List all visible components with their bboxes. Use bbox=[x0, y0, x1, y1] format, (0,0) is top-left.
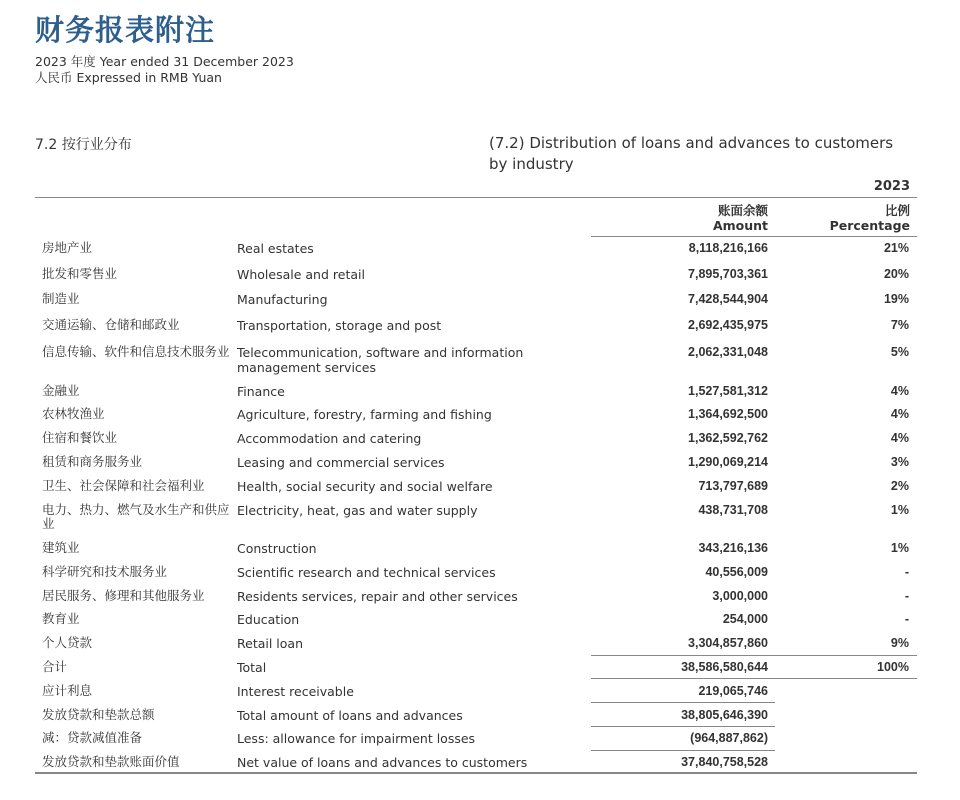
row-industry-cn: 制造业 bbox=[42, 291, 80, 306]
row-percentage: - bbox=[904, 589, 909, 603]
row-industry-cn: 合计 bbox=[42, 659, 68, 674]
currency-subtitle: 人民币 Expressed in RMB Yuan bbox=[35, 70, 222, 85]
row-industry-en: Finance bbox=[237, 384, 285, 399]
row-amount: 2,692,435,975 bbox=[688, 318, 768, 332]
row-industry-cn: 电力、热力、燃气及水生产和供应业 bbox=[42, 502, 230, 531]
amount-header-en: Amount bbox=[712, 218, 768, 233]
row-industry-cn: 发放贷款和垫款账面价值 bbox=[42, 754, 180, 769]
section-heading-en: (7.2) Distribution of loans and advances to customers by industry bbox=[489, 134, 894, 173]
table-top-rule bbox=[35, 197, 917, 198]
row-amount: 1,364,692,500 bbox=[688, 407, 768, 421]
row-industry-en: Manufacturing bbox=[237, 292, 328, 307]
row-percentage: 7% bbox=[890, 318, 909, 332]
row-industry-en: Residents services, repair and other services bbox=[237, 589, 518, 604]
row-amount: 1,362,592,762 bbox=[688, 431, 768, 445]
row-industry-cn: 卫生、社会保障和社会福利业 bbox=[42, 478, 205, 493]
total-top-rule bbox=[591, 655, 917, 656]
row-amount: 254,000 bbox=[722, 612, 768, 626]
row-industry-cn: 居民服务、修理和其他服务业 bbox=[42, 588, 205, 603]
row-amount: 38,805,646,390 bbox=[681, 708, 768, 722]
row-percentage: 3% bbox=[890, 455, 909, 469]
row-amount: 3,304,857,860 bbox=[688, 636, 768, 650]
row-industry-en: Transportation, storage and post bbox=[237, 318, 442, 333]
row-industry-cn: 农林牧渔业 bbox=[42, 406, 105, 421]
table-bottom-rule bbox=[35, 772, 917, 774]
row-industry-cn: 房地产业 bbox=[42, 240, 93, 255]
row-industry-en: Retail loan bbox=[237, 636, 303, 651]
row-percentage: 1% bbox=[890, 503, 909, 517]
row-industry-en: Electricity, heat, gas and water supply bbox=[237, 503, 478, 518]
row-percentage: 100% bbox=[877, 660, 909, 674]
row-amount: 2,062,331,048 bbox=[688, 345, 768, 359]
row-amount: 8,118,216,166 bbox=[688, 241, 768, 255]
total-bottom-rule bbox=[591, 678, 917, 679]
row-amount: 343,216,136 bbox=[698, 541, 768, 555]
row-percentage: 20% bbox=[883, 267, 909, 281]
row-industry-cn: 金融业 bbox=[42, 383, 80, 398]
row-percentage: - bbox=[904, 612, 909, 626]
row-industry-en: Leasing and commercial services bbox=[237, 455, 445, 470]
row-industry-en: Accommodation and catering bbox=[237, 431, 422, 446]
row-industry-en: Agriculture, forestry, farming and fishing bbox=[237, 407, 492, 422]
row-industry-cn: 发放贷款和垫款总额 bbox=[42, 707, 155, 722]
row-industry-cn: 应计利息 bbox=[42, 683, 93, 698]
row-amount: 1,527,581,312 bbox=[688, 384, 768, 398]
row-percentage: - bbox=[904, 565, 909, 579]
percentage-header-cn: 比例 bbox=[884, 203, 910, 218]
gross-bottom-rule bbox=[591, 726, 775, 727]
row-industry-cn: 批发和零售业 bbox=[42, 266, 118, 281]
row-amount: 219,065,746 bbox=[698, 684, 768, 698]
row-industry-en: Wholesale and retail bbox=[237, 267, 365, 282]
row-industry-cn: 住宿和餐饮业 bbox=[42, 430, 118, 445]
row-industry-cn: 信息传输、软件和信息技术服务业 bbox=[42, 344, 230, 359]
amount-column-header bbox=[713, 203, 768, 233]
row-amount: 3,000,000 bbox=[712, 589, 768, 603]
row-industry-cn: 建筑业 bbox=[42, 540, 80, 555]
row-percentage: 4% bbox=[890, 407, 909, 421]
row-industry-cn: 租赁和商务服务业 bbox=[42, 454, 143, 469]
row-percentage: 21% bbox=[883, 241, 909, 255]
row-industry-en: Telecommunication, software and information management services bbox=[237, 345, 524, 375]
row-industry-cn: 减：贷款减值准备 bbox=[42, 730, 143, 745]
percentage-column-header bbox=[830, 203, 910, 233]
amount-header-cn: 账面余额 bbox=[717, 203, 768, 218]
row-industry-en: Interest receivable bbox=[237, 684, 354, 699]
page-title: 财务报表附注 bbox=[35, 13, 216, 47]
row-amount: (964,887,862) bbox=[690, 731, 768, 745]
row-percentage: 9% bbox=[890, 636, 909, 650]
row-industry-en: Scientific research and technical services bbox=[237, 565, 496, 580]
row-percentage: 4% bbox=[890, 431, 909, 445]
row-amount: 38,586,580,644 bbox=[681, 660, 768, 674]
row-industry-cn: 交通运输、仓储和邮政业 bbox=[42, 317, 180, 332]
row-industry-cn: 科学研究和技术服务业 bbox=[42, 564, 168, 579]
header-bottom-rule bbox=[591, 236, 917, 237]
percentage-header-en: Percentage bbox=[829, 218, 910, 233]
row-industry-cn: 个人贷款 bbox=[42, 635, 93, 650]
row-amount: 37,840,758,528 bbox=[681, 755, 768, 769]
section-heading-cn: 7.2 按行业分布 bbox=[35, 137, 132, 153]
row-amount: 438,731,708 bbox=[698, 503, 768, 517]
row-amount: 7,895,703,361 bbox=[688, 267, 768, 281]
row-percentage: 19% bbox=[883, 292, 909, 306]
row-amount: 7,428,544,904 bbox=[688, 292, 768, 306]
row-percentage: 4% bbox=[890, 384, 909, 398]
row-industry-en: Net value of loans and advances to customers bbox=[237, 755, 528, 770]
row-industry-en: Total bbox=[237, 660, 267, 675]
row-percentage: 5% bbox=[890, 345, 909, 359]
year-header: 2023 bbox=[873, 179, 910, 194]
row-industry-en: Education bbox=[237, 612, 300, 627]
row-percentage: 1% bbox=[890, 541, 909, 555]
interest-bottom-rule bbox=[591, 702, 775, 703]
row-industry-en: Total amount of loans and advances bbox=[237, 708, 463, 723]
row-amount: 40,556,009 bbox=[705, 565, 768, 579]
period-subtitle: 2023 年度 Year ended 31 December 2023 bbox=[35, 54, 294, 69]
row-industry-en: Less: allowance for impairment losses bbox=[237, 731, 476, 746]
row-industry-en: Real estates bbox=[237, 241, 314, 256]
row-amount: 1,290,069,214 bbox=[688, 455, 768, 469]
row-industry-en: Health, social security and social welfare bbox=[237, 479, 493, 494]
allowance-bottom-rule bbox=[591, 750, 775, 751]
row-amount: 713,797,689 bbox=[698, 479, 768, 493]
row-percentage: 2% bbox=[890, 479, 909, 493]
row-industry-cn: 教育业 bbox=[42, 611, 80, 626]
row-industry-en: Construction bbox=[237, 541, 317, 556]
